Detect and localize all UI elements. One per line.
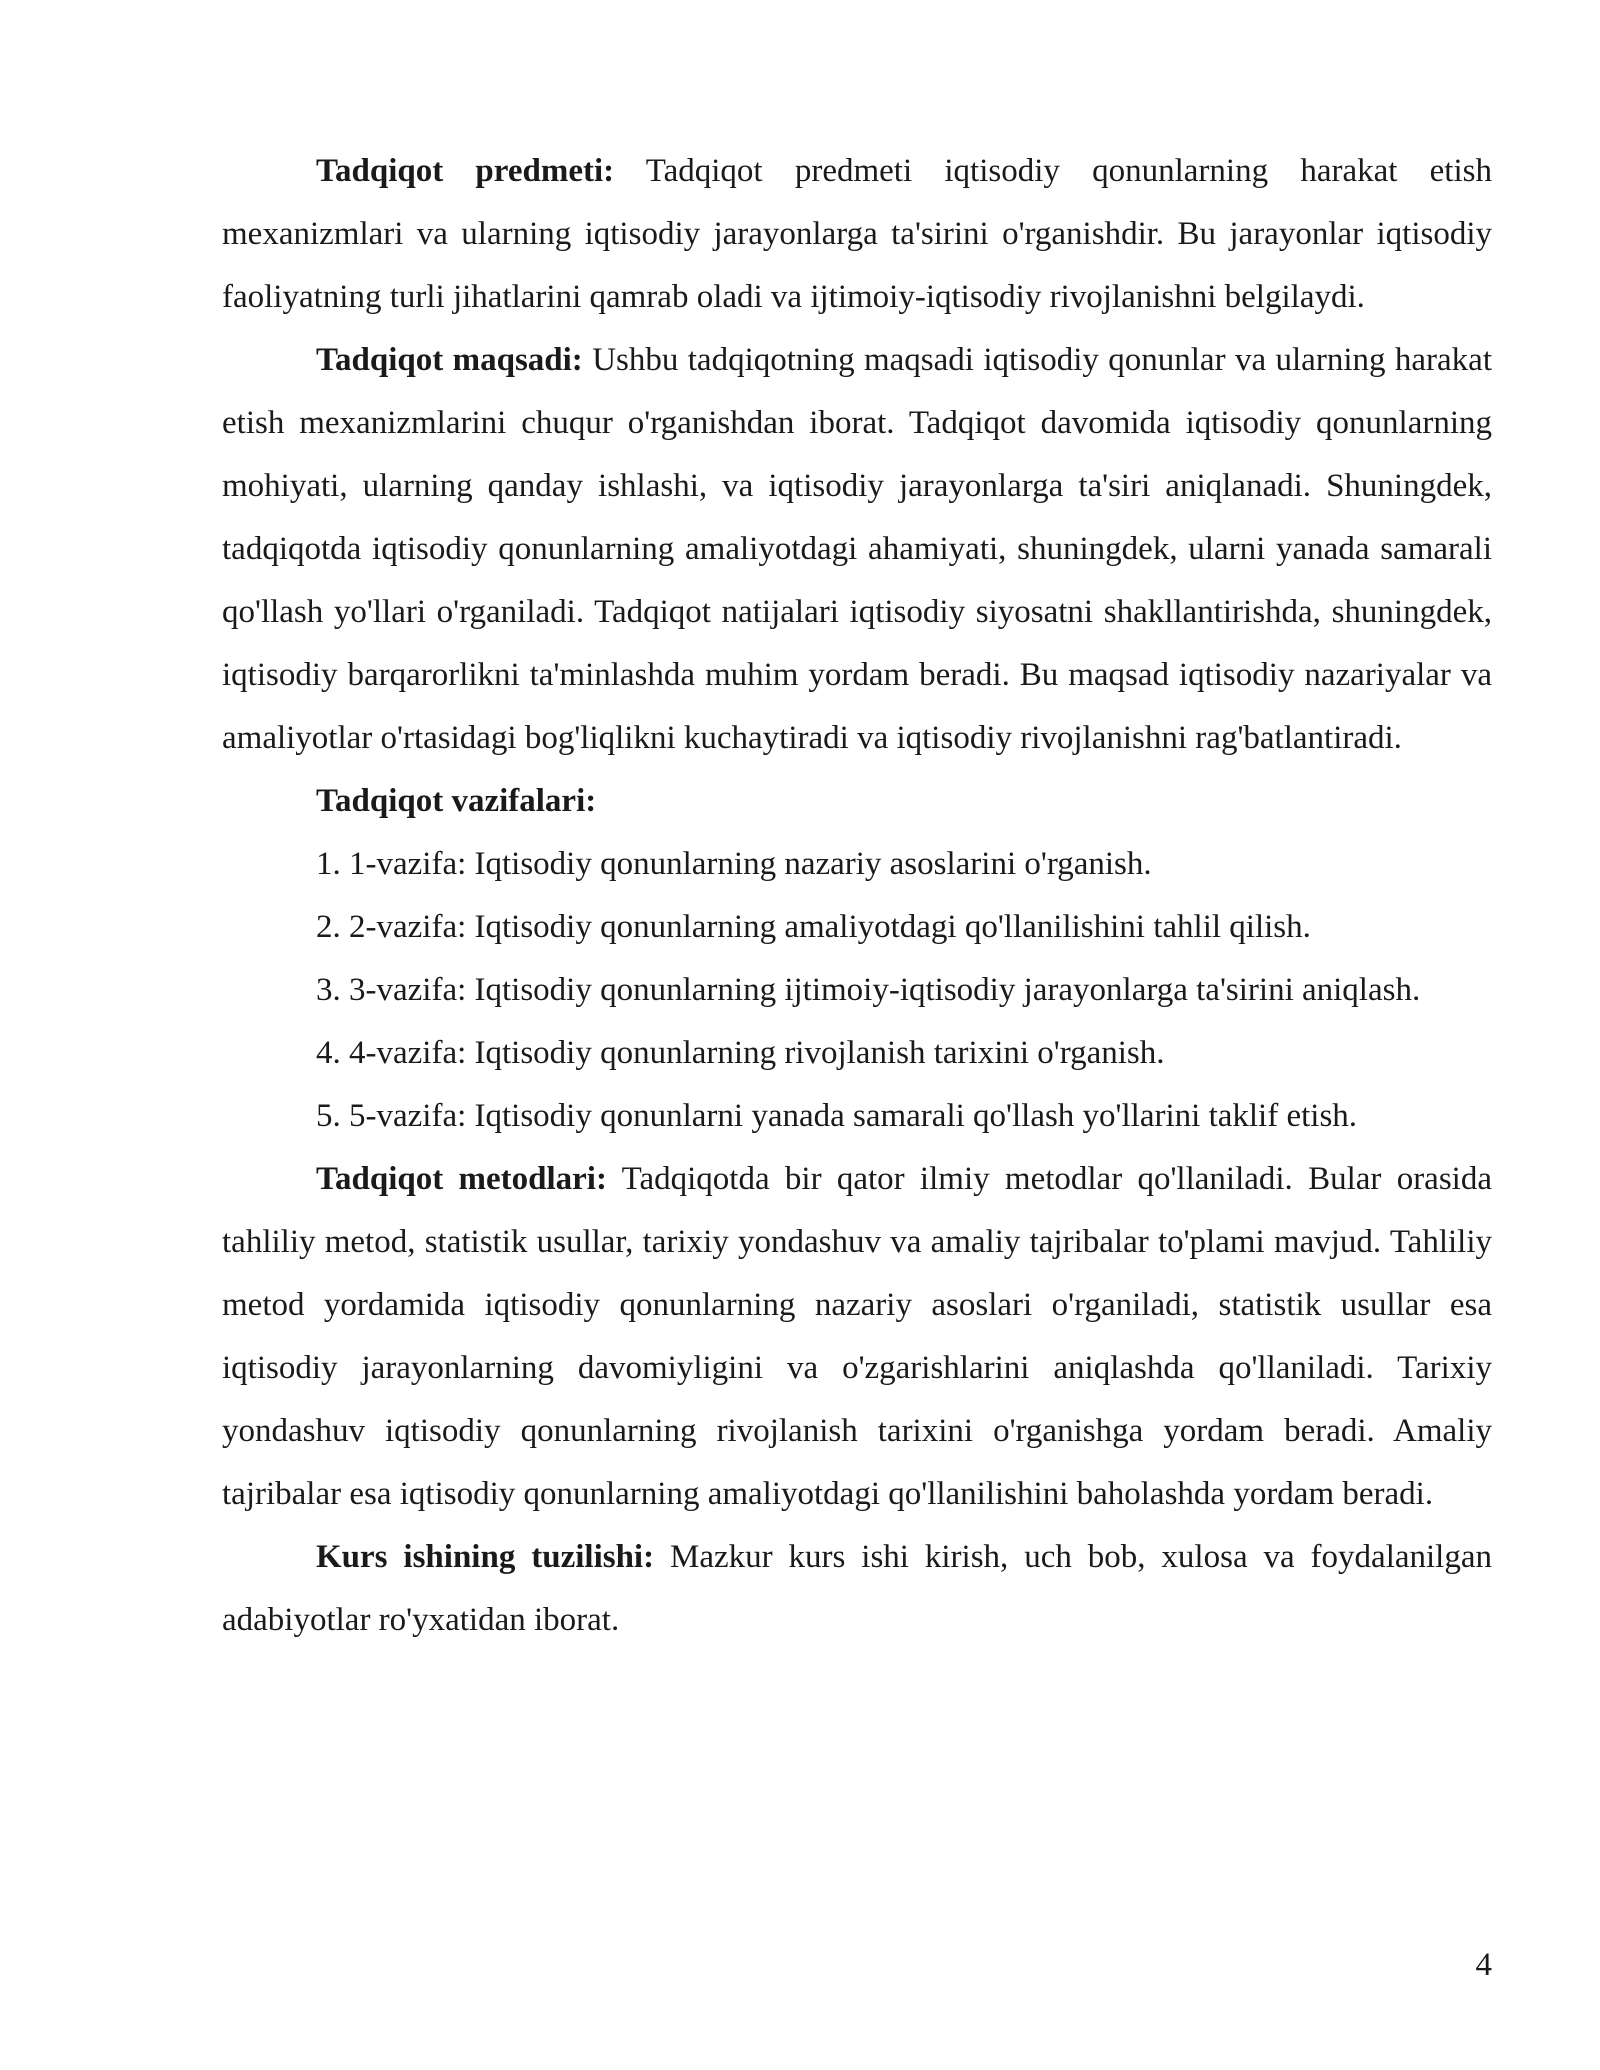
section-text-metodlari: Tadqiqotda bir qator ilmiy metodlar qo'llaniladi. Bular orasida tahliliy metod, statistik usullar, tarixiy yondashuv va amaliy tajribalar to'plami mavjud. Tahliliy metod yordamida iqtisodiy qonunlarning nazariy asoslari o'rganiladi, statistik usullar esa iqtisodiy jarayonlarning davomiyligini va o'zgarishlarini aniqlashda qo'llaniladi. Tarixiy yondashuv iqtisodiy qonunlarning rivojlanish tarixini o'rganishga yordam beradi. Amaliy tajribalar esa iqtisodiy qonunlarning amaliyotdagi qo'llanilishini baholashda yordam beradi. xyxy=(222,1161,1492,1512)
list-item-vazifa-2: 2. 2-vazifa: Iqtisodiy qonunlarning amaliyotdagi qo'llanilishini tahlil qilish. xyxy=(316,909,1311,945)
list-item-vazifa-3: 3. 3-vazifa: Iqtisodiy qonunlarning ijtimoiy-iqtisodiy jarayonlarga ta'sirini aniqlash. xyxy=(316,972,1421,1008)
section-text-predmeti: Tadqiqot predmeti iqtisodiy qonunlarning harakat etish mexanizmlari va ularning iqtisodiy jarayonlarga ta'sirini o'rganishdir. Bu jarayonlar iqtisodiy faoliyatning turli jihatlarini qamrab oladi va ijtimoiy-iqtisodiy rivojlanishni belgilaydi. xyxy=(222,153,1492,315)
list-item-vazifa-4: 4. 4-vazifa: Iqtisodiy qonunlarning rivojlanish tarixini o'rganish. xyxy=(316,1035,1165,1071)
list-item-vazifa-5: 5. 5-vazifa: Iqtisodiy qonunlarni yanada samarali qo'llash yo'llarini taklif etish. xyxy=(316,1098,1358,1134)
heading-tadqiqot-vazifalari xyxy=(222,770,1492,833)
list-item-vazifa-1: 1. 1-vazifa: Iqtisodiy qonunlarning nazariy asoslarini o'rganish. xyxy=(316,846,1152,882)
paragraph-tadqiqot-metodlari xyxy=(222,1148,1492,1526)
section-text-maqsadi: Ushbu tadqiqotning maqsadi iqtisodiy qonunlar va ularning harakat etish mexanizmlarini chuqur o'rganishdan iborat. Tadqiqot davomida iqtisodiy qonunlarning mohiyati, ularning qanday ishlashi, va iqtisodiy jarayonlarga ta'siri aniqlanadi. Shuningdek, tadqiqotda iqtisodiy qonunlarning amaliyotdagi ahamiyati, shuningdek, ularni yanada samarali qo'llash yo'llari o'rganiladi. Tadqiqot natijalari iqtisodiy siyosatni shakllantirishda, shuningdek, iqtisodiy barqarorlikni ta'minlashda muhim yordam beradi. Bu maqsad iqtisodiy nazariyalar va amaliyotlar o'rtasidagi bog'liqlikni kuchaytiradi va iqtisodiy rivojlanishni rag'batlantiradi. xyxy=(222,342,1492,756)
section-label-tuzilishi: Kurs ishining tuzilishi: xyxy=(316,1539,655,1575)
paragraph-tadqiqot-predmeti xyxy=(222,140,1492,329)
paragraph-tadqiqot-maqsadi xyxy=(222,329,1492,770)
section-label-predmeti: Tadqiqot predmeti: xyxy=(316,153,615,189)
paragraph-kurs-ishining-tuzilishi xyxy=(222,1526,1492,1652)
section-text-tuzilishi: Mazkur kurs ishi kirish, uch bob, xulosa va foydalanilgan adabiyotlar ro'yxatidan iborat. xyxy=(222,1539,1492,1638)
section-label-metodlari: Tadqiqot metodlari: xyxy=(316,1161,607,1197)
section-label-vazifalari: Tadqiqot vazifalari: xyxy=(316,783,597,819)
document-page xyxy=(222,140,1492,1652)
section-label-maqsadi: Tadqiqot maqsadi: xyxy=(316,342,583,378)
page-number: 4 xyxy=(1475,1947,1492,1983)
